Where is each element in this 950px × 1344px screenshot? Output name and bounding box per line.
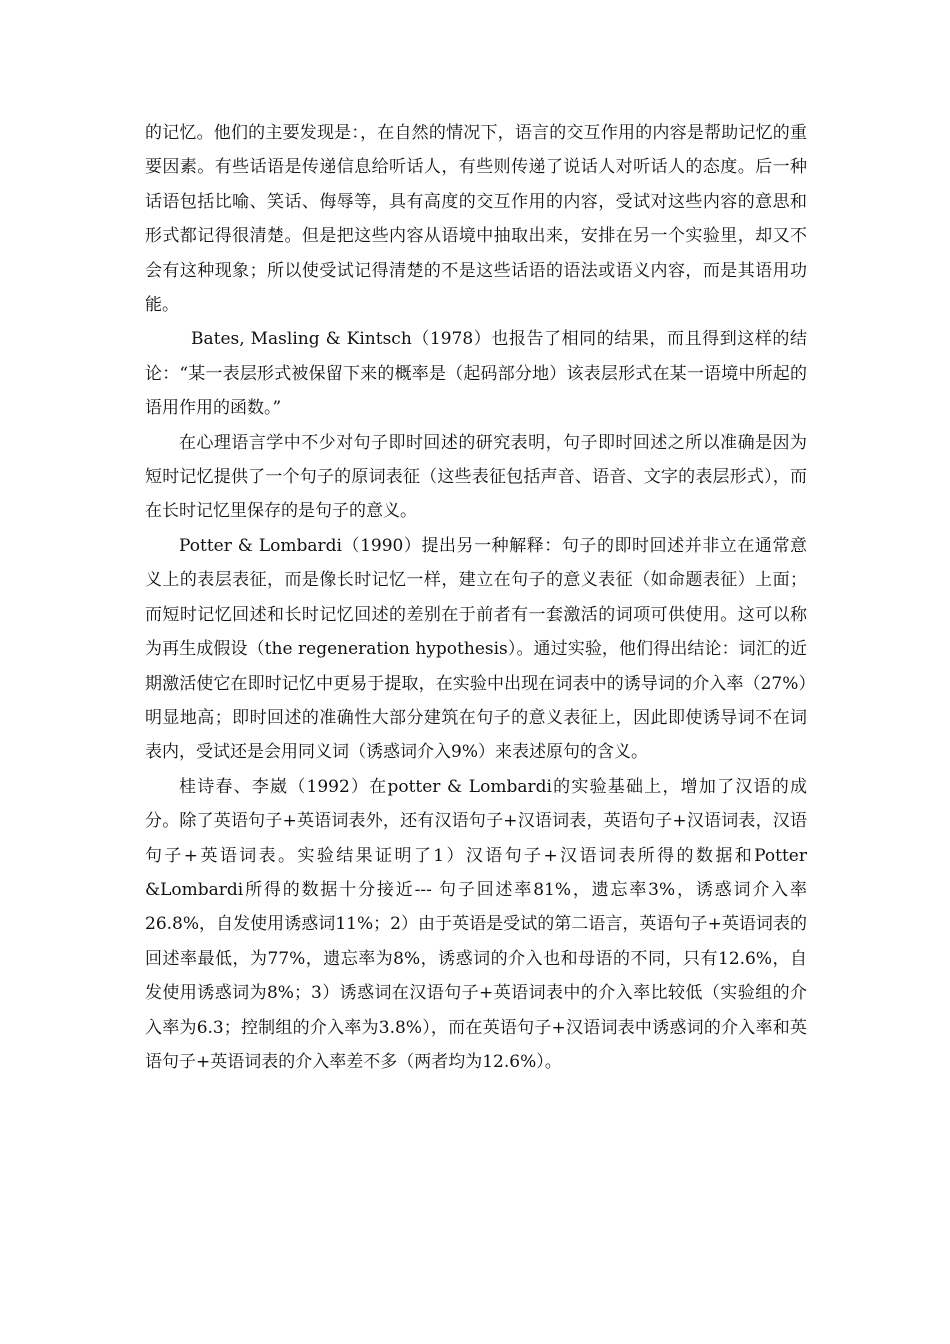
paragraph-bates-masling-kintsch: Bates, Masling & Kintsch（1978）也报告了相同的结果，而且得到这样的结论：“某一表层形式被保留下来的概率是（起码部分地）该表层形式在某一语境中所起的语用作用的函数。” — [145, 329, 807, 419]
document-body — [145, 116, 807, 1079]
paragraph-memory-findings: 的记忆。他们的主要发现是：，在自然的情况下，语言的交互作用的内容是帮助记忆的重要因素。有些话语是传递信息给听话人，有些则传递了说话人对听话人的态度。后一种话语包括比喻、笑话、侮辱等，具有高度的交互作用的内容，受试对这些内容的意思和形式都记得很清楚。但是把这些内容从语境中抽取出来，安排在另一个实验里，却又不会有这种现象；所以使受试记得清楚的不是这些话语的语法或语义内容，而是其语用功能。 — [145, 123, 807, 316]
paragraph-psycholinguistics-recall: 在心理语言学中不少对句子即时回述的研究表明，句子即时回述之所以准确是因为短时记忆提供了一个句子的原词表征（这些表征包括声音、语音、文字的表层形式），而在长时记忆里保存的是句子的意义。 — [145, 432, 807, 522]
paragraph-potter-lombardi: Potter & Lombardi（1990）提出另一种解释：句子的即时回述并非立在通常意义上的表层表征，而是像长时记忆一样，建立在句子的意义表征（如命题表征）上面；而短时记忆回述和长时记忆回述的差别在于前者有一套激活的词项可供使用。这可以称为再生成假设（the regeneration hypothesis）。通过实验，他们得出结论：词汇的近期激活使它在即时记忆中更易于提取，在实验中出现在词表中的诱导词的介入率（27%）明显地高；即时回述的准确性大部分建筑在句子的意义表征上，因此即使诱导词不在词表内，受试还是会用同义词（诱惑词介入9%）来表述原句的含义。 — [145, 535, 807, 763]
paragraph-gui-li-experiment: 桂诗春、李崴（1992）在potter & Lombardi的实验基础上，增加了汉语的成分。除了英语句子+英语词表外，还有汉语句子+汉语词表，英语句子+汉语词表，汉语句子+英语词表。实验结果证明了1）汉语句子+汉语词表所得的数据和Potter &Lombardi所得的数据十分接近--- 句子回述率81%，遗忘率3%，诱惑词介入率26.8%，自发使用诱惑词11%；2）由于英语是受试的第二语言，英语句子+英语词表的回述率最低，为77%，遗忘率为8%，诱惑词的介入也和母语的不同，只有12.6%，自发使用诱惑词为8%；3）诱惑词在汉语句子+英语词表中的介入率比较低（实验组的介入率为6.3；控制组的介入率为3.8%），而在英语句子+汉语词表中诱惑词的介入率和英语句子+英语词表的介入率差不多（两者均为12.6%）。 — [145, 776, 807, 1072]
